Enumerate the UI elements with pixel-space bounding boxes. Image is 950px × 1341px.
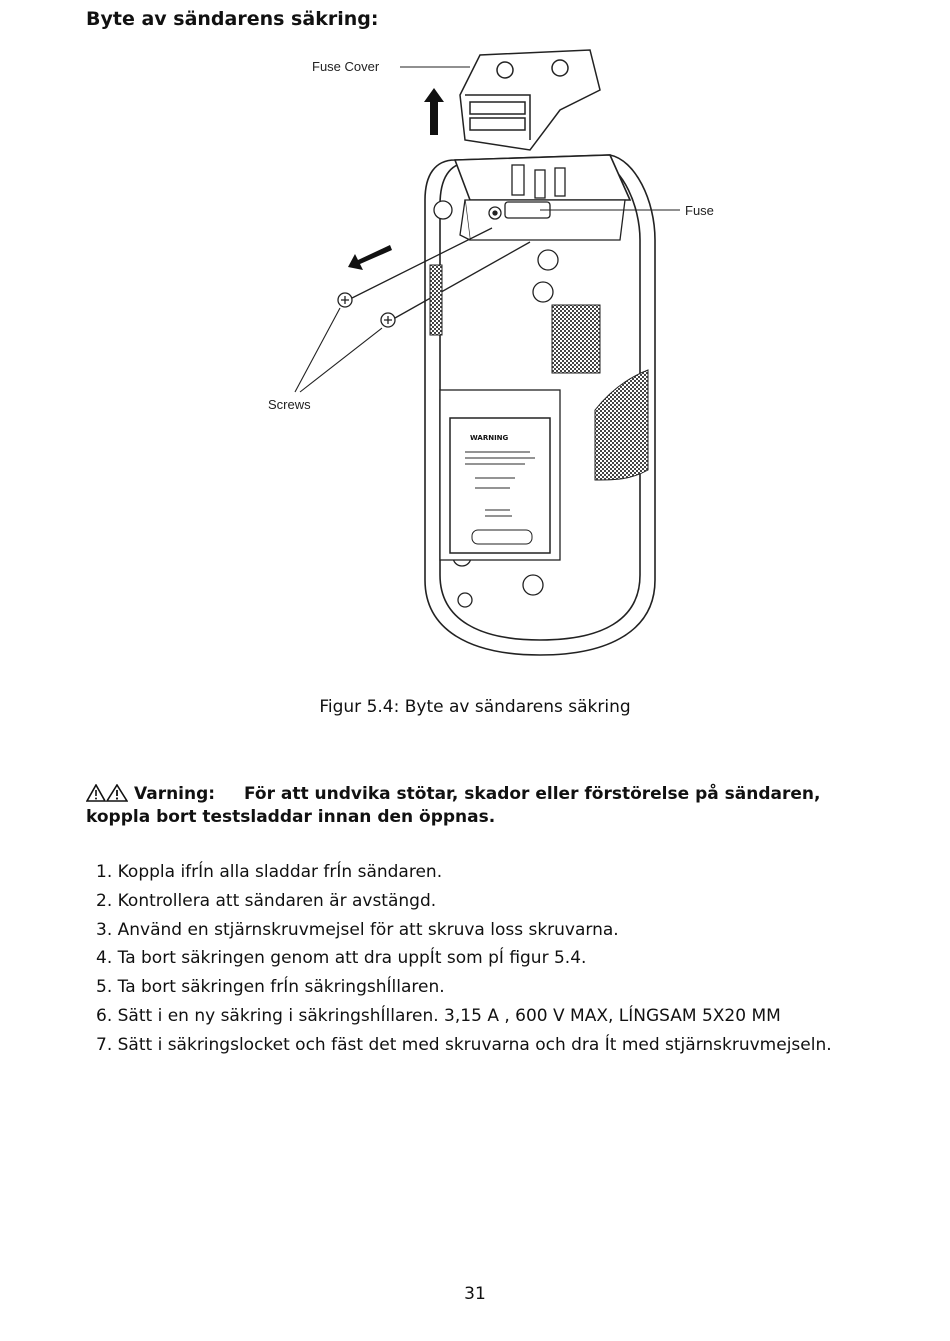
procedure-step: 2. Kontrollera att sändaren är avstängd. <box>96 890 437 911</box>
figure-caption: Figur 5.4: Byte av sändarens säkring <box>319 697 631 717</box>
screws-leader-1 <box>295 308 340 392</box>
procedure-step: 1. Koppla ifrÍn alla sladdar frÍn sändaren. <box>96 862 443 882</box>
fuse-replacement-figure <box>230 40 750 690</box>
page-number: 31 <box>464 1284 486 1304</box>
warning-icon <box>86 784 106 802</box>
fuse-cover-label: Fuse Cover <box>312 59 380 74</box>
screw-direction-arrow <box>348 245 392 270</box>
warning-icon <box>106 784 128 802</box>
procedure-step: 5. Ta bort säkringen frÍn säkringshÍllaren. <box>96 977 445 998</box>
procedure-step: 4. Ta bort säkringen genom att dra uppÍt som pÍ figur 5.4. <box>96 948 587 969</box>
procedure-step: 3. Använd en stjärnskruvmejsel för att skruva loss skruvarna. <box>96 919 619 940</box>
fuse-label: Fuse <box>685 203 714 218</box>
warning-notice <box>86 783 886 829</box>
warning-plate <box>440 390 560 560</box>
procedure-step: 7. Sätt i säkringslocket och fäst det med skruvarna och dra Ít med stjärnskruvmejseln. <box>96 1034 832 1055</box>
warning-label: Varning: <box>134 784 216 804</box>
screws-label: Screws <box>268 397 311 412</box>
lift-arrow <box>424 88 444 135</box>
warning-plate-label: WARNING <box>470 434 509 442</box>
procedure-step: 6. Sätt i en ny säkring i säkringshÍllaren. 3,15 A , 600 V MAX, LÍNGSAM 5X20 MM <box>96 1005 781 1026</box>
page-heading: Byte av sändarens säkring: <box>86 8 379 30</box>
warning-text: För att undvika stötar, skador eller förstörelse på sändaren, koppla bort testsladdar innan den öppnas. <box>86 784 821 827</box>
fuse-cover <box>460 50 600 150</box>
procedure-steps <box>96 858 832 1060</box>
